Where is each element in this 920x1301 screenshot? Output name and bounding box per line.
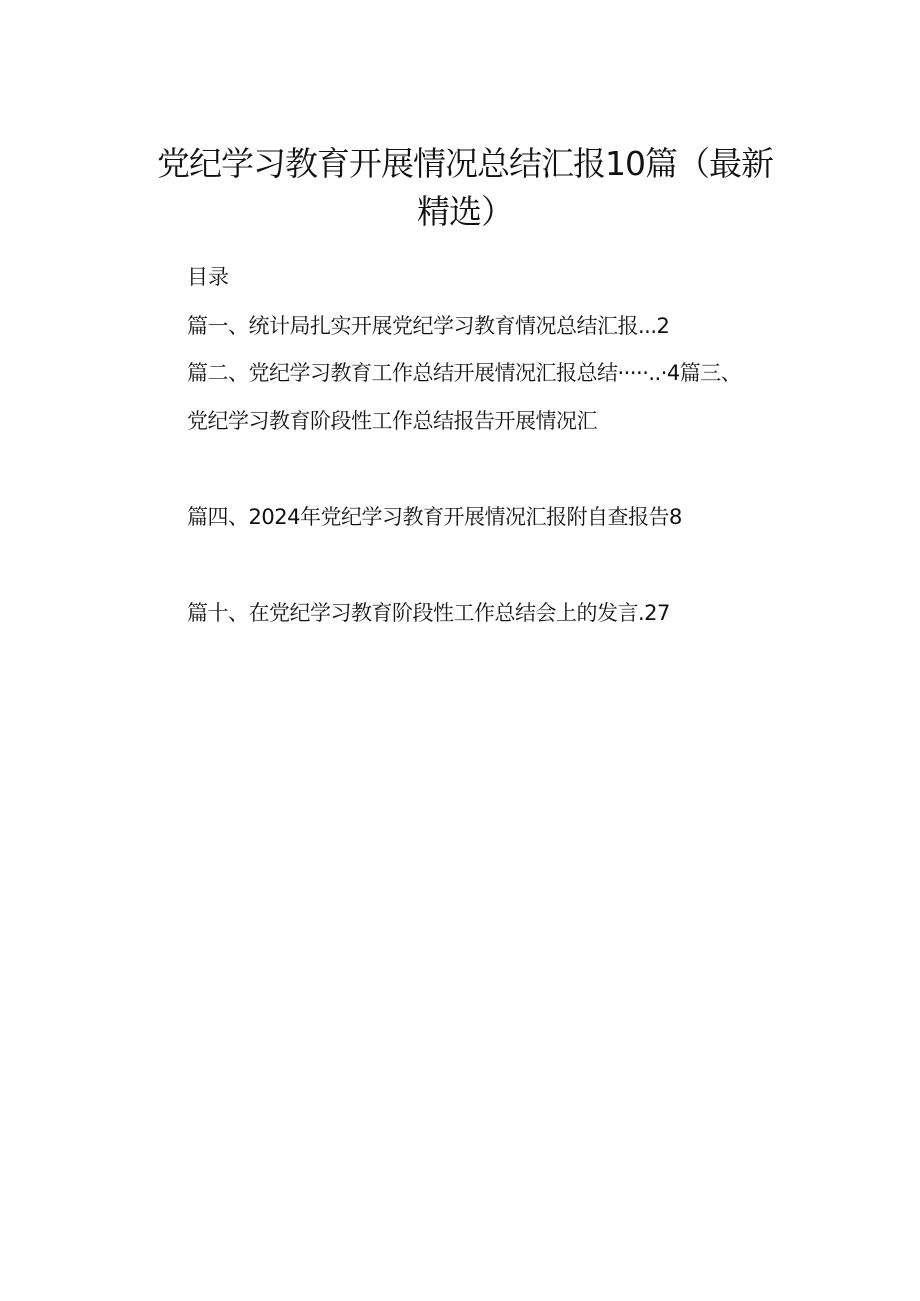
toc-entry: 篇十、在党纪学习教育阶段性工作总结会上的发言.27 <box>187 601 670 625</box>
document-title: 党纪学习教育开展情况总结汇报10篇（最新精选） <box>157 144 773 231</box>
toc-entry: 党纪学习教育阶段性工作总结报告开展情况汇 <box>187 409 597 433</box>
toc-entry: 篇一、统计局扎实开展党纪学习教育情况总结汇报...2 <box>187 314 670 338</box>
toc-entry: 篇四、2024年党纪学习教育开展情况汇报附自查报告8 <box>187 505 682 529</box>
toc-heading: 目录 <box>187 265 229 289</box>
toc-entry: 篇二、党纪学习教育工作总结开展情况汇报总结·····..·4篇三、 <box>187 361 742 385</box>
